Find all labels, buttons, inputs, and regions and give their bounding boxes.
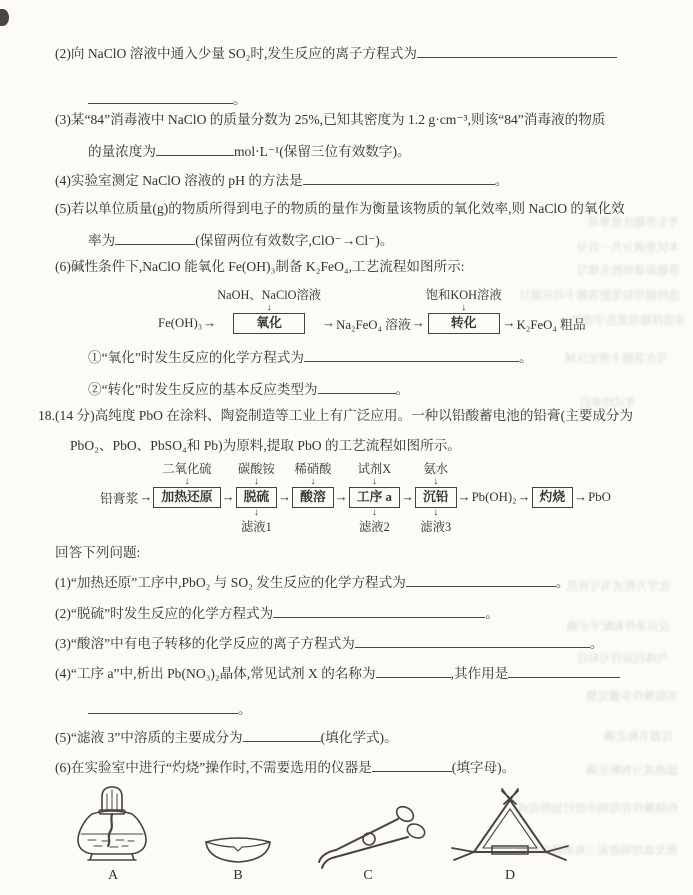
answer-blank <box>318 380 396 394</box>
bleed-through-text: 化学方程式书写规范 <box>566 581 670 593</box>
text-segment: (3)“酸溶”中有电子转移的化学反应的离子方程式为 <box>55 635 355 651</box>
arrow-right-icon: → <box>574 489 588 504</box>
equipment-option-label-alcohol-lamp: A <box>107 868 119 883</box>
flow-step-box: 工序 a <box>349 487 400 508</box>
flow-item <box>415 456 457 538</box>
bleed-through-text: 写在答题卡规定区域 <box>564 353 668 365</box>
equipment-option-label-evaporating-dish: B <box>233 868 243 883</box>
arrow-down-icon: ↓ <box>184 476 190 487</box>
answer-blank <box>355 634 590 648</box>
flow-substance-label: PbO <box>588 489 611 504</box>
flow-item <box>334 456 349 538</box>
flow-item <box>588 456 611 538</box>
flow-item <box>336 282 411 334</box>
clay-triangle-figure <box>448 786 572 874</box>
text-segment: ①“氧化”时发生反应的化学方程式为 <box>88 349 304 365</box>
flow-substance-label: Na₂FeO₄ 溶液 <box>336 317 411 332</box>
arrow-down-icon: ↓ <box>433 507 439 518</box>
text-line <box>55 545 140 562</box>
text-segment: (5)若以单位质量(g)的物质所得到电子的物质的量作为衡量该物质的氧化效率,则 NaClO 的氧化效 <box>55 201 625 216</box>
flow-item <box>292 456 334 538</box>
arrow-down-icon: ↓ <box>253 476 259 487</box>
flow-input-zone <box>238 456 275 486</box>
flow-item <box>158 282 202 334</box>
flow-input-zone <box>423 456 448 486</box>
text-segment: 。 <box>238 701 252 717</box>
flow-item <box>202 282 217 334</box>
arrow-down-icon: ↓ <box>433 476 439 487</box>
bleed-through-text: 非选择题用黑色字迹笔 <box>571 315 686 327</box>
flow-step-box: 加热还原 <box>153 487 220 508</box>
text-segment: ,其作用是 <box>450 665 509 681</box>
text-line <box>88 90 247 109</box>
flow-item <box>349 456 400 538</box>
arrow-right-icon: → <box>411 315 425 330</box>
text-segment: (4)“工序 a”中,析出 Pb(NO₃)₂晶体,常见试剂 X 的名称为 <box>55 665 376 681</box>
bleed-through-text: 考试结束后 <box>579 397 637 409</box>
crucible-tongs-figure <box>312 798 432 873</box>
answer-blank <box>304 348 519 362</box>
arrow-right-icon: → <box>517 489 531 504</box>
flow-substance-label: K₂FeO₄ 粗品 <box>516 317 586 332</box>
text-segment: (6)在实验室中进行“灼烧”操作时,不需要选用的仪器是 <box>55 759 372 775</box>
text-line <box>55 634 603 653</box>
text-segment: 的量浓度为 <box>88 143 156 159</box>
flow-input-zone <box>217 282 321 312</box>
text-line <box>88 142 411 161</box>
alcohol-lamp-icon <box>58 784 168 866</box>
bleed-through-text: 仪器名称正确 <box>604 731 673 743</box>
text-segment: 率为 <box>88 232 116 248</box>
text-segment: mol·L⁻¹(保留三位有效数字)。 <box>233 143 411 159</box>
arrow-right-icon: → <box>322 315 336 330</box>
text-segment: 。 <box>555 574 570 590</box>
flow-item <box>138 456 153 538</box>
text-segment: ②“转化”时发生反应的基本反应类型为 <box>88 381 318 397</box>
bleed-through-text: 考生答题注意事项 <box>588 217 680 229</box>
flow-step <box>233 312 305 334</box>
flow-item <box>217 282 321 334</box>
text-line <box>55 44 617 63</box>
flow-step-box: 脱硫 <box>236 487 278 508</box>
text-line <box>55 171 508 190</box>
flow-output-zone <box>420 508 451 538</box>
flow-item <box>236 456 278 538</box>
flow-step <box>349 486 400 508</box>
text-segment: (填字母)。 <box>451 759 516 775</box>
flow-item <box>517 456 532 538</box>
bleed-through-text: 蒸发皿坩埚钳泥三角酒精灯使用 <box>517 845 678 857</box>
text-segment: (2)“脱硫”时发生反应的化学方程式为 <box>55 605 274 621</box>
equipment-option-label-clay-triangle: D <box>504 868 516 883</box>
flow-input-zone <box>162 456 211 486</box>
answer-blank <box>303 171 495 185</box>
arrow-down-icon: ↓ <box>371 476 377 487</box>
flow-item <box>221 456 236 538</box>
flow-substance-label: Pb(OH)₂ <box>471 489 517 504</box>
text-line <box>38 408 633 425</box>
flow-substance-label: Fe(OH)₃ <box>158 315 203 330</box>
flow-input-label: 稀硝酸 <box>294 462 332 476</box>
flow-step-box: 沉铅 <box>415 487 457 508</box>
text-segment: (3)某“84”消毒液中 NaClO 的质量分数为 25%,已知其密度为 1.2 g·cm⁻³,则该“84”消毒液的物质 <box>55 112 606 127</box>
text-line <box>55 573 569 592</box>
text-segment: 。 <box>518 349 533 365</box>
arrow-right-icon: → <box>278 489 292 504</box>
bleed-through-text: 反应条件和配平正确 <box>566 621 670 633</box>
pbo-process-flow-diagram <box>100 456 611 538</box>
bleed-through-text: 答题前请将姓名填写 <box>576 265 680 277</box>
answer-blank <box>156 142 234 156</box>
text-line <box>55 604 499 623</box>
text-line <box>70 438 461 455</box>
flow-input-label: NaOH、NaClO溶液 <box>217 288 322 302</box>
flow-item <box>100 456 138 538</box>
flow-input-label: 试剂X <box>357 462 392 476</box>
text-segment: 。 <box>233 91 247 107</box>
text-segment: PbO₂、PbO、PbSO₄和 Pb)为原料,提取 PbO 的工艺流程如图所示。 <box>70 438 461 453</box>
text-segment: 。 <box>485 605 499 621</box>
arrow-right-icon: → <box>221 489 235 504</box>
flow-input-zone <box>426 282 502 312</box>
flow-step-box: 转化 <box>428 313 500 334</box>
flow-output-label: 滤液1 <box>241 520 272 534</box>
flow-input-label: 饱和KOH溶液 <box>425 288 502 302</box>
flow-item <box>400 456 415 538</box>
text-segment: (6)碱性条件下,NaClO 能氧化 Fe(OH)₃制备 K₂FeO₄,工艺流程如图所示: <box>55 259 465 274</box>
bleed-through-text: 灼烧操作在坩埚中进行加热完成 <box>517 803 678 815</box>
flow-output-zone <box>241 508 272 538</box>
arrow-down-icon: ↓ <box>266 302 272 313</box>
flow-input-label: 二氧化硫 <box>162 462 212 476</box>
text-line <box>88 348 533 367</box>
answer-blank <box>372 758 452 772</box>
ferrate-process-flow-diagram <box>158 282 586 334</box>
text-segment: (2)向 NaClO 溶液中通入少量 SO₂时,发生反应的离子方程式为 <box>55 45 417 61</box>
answer-blank <box>273 604 485 618</box>
arrow-right-icon: → <box>139 489 153 504</box>
flow-item <box>277 456 292 538</box>
flow-substance-label: 铅膏浆 <box>100 491 139 506</box>
flow-input-label: 碳酸铵 <box>237 462 275 476</box>
text-line <box>55 112 605 129</box>
text-segment: 18.(14 分)高纯度 PbO 在涂料、陶瓷制造等工业上有广泛应用。一种以铅酸蓄电池的铅膏(主要成分为 <box>38 408 634 423</box>
answer-blank <box>406 573 556 587</box>
text-segment: 回答下列问题: <box>55 545 141 560</box>
flow-input-zone <box>295 456 332 486</box>
flow-item <box>502 282 517 334</box>
bleed-through-text: 选择题用铅笔把答题卡对应题目 <box>519 290 680 302</box>
flow-output-label: 滤液3 <box>420 520 452 534</box>
arrow-right-icon: → <box>502 315 516 330</box>
arrow-right-icon: → <box>334 489 348 504</box>
flow-input-zone <box>358 456 391 486</box>
text-segment: (填化学式)。 <box>320 729 398 745</box>
flow-step <box>428 312 500 334</box>
flow-item <box>532 456 574 538</box>
bleed-through-text: 本试卷满分共一百分 <box>576 242 680 254</box>
answer-blank <box>88 90 233 104</box>
arrow-down-icon: ↓ <box>371 507 377 518</box>
arrow-down-icon: ↓ <box>461 302 467 313</box>
text-segment: (5)“滤液 3”中溶质的主要成分为 <box>55 729 243 745</box>
alcohol-lamp-figure <box>58 784 168 866</box>
scan-artifact <box>0 9 9 26</box>
text-segment: 。 <box>395 381 410 397</box>
answer-blank <box>88 700 238 714</box>
text-line <box>55 259 465 276</box>
flow-item <box>426 282 502 334</box>
flow-item <box>153 456 220 538</box>
text-segment: 。 <box>589 635 604 651</box>
flow-step <box>236 486 278 508</box>
flow-step <box>532 486 574 508</box>
text-line <box>55 728 398 747</box>
text-line <box>55 664 620 683</box>
clay-triangle-icon <box>448 786 572 874</box>
arrow-right-icon: → <box>203 315 217 330</box>
text-line <box>88 380 409 399</box>
text-line <box>88 700 252 719</box>
text-segment: (保留两位有效数字,ClO⁻→Cl⁻)。 <box>195 232 394 248</box>
flow-item <box>411 282 426 334</box>
flow-step-box: 氧化 <box>233 313 305 334</box>
flow-item <box>472 456 517 538</box>
flow-output-label: 滤液2 <box>358 520 390 534</box>
text-segment: (1)“加热还原”工序中,PbO₂ 与 SO₂ 发生反应的化学方程式为 <box>55 574 406 590</box>
answer-blank <box>376 664 451 678</box>
evaporating-dish-figure <box>202 830 274 868</box>
text-segment: (4)实验室测定 NaClO 溶液的 pH 的方法是 <box>55 172 303 188</box>
arrow-down-icon: ↓ <box>253 507 259 518</box>
bleed-through-text: 实验操作步骤完整 <box>586 691 678 703</box>
flow-item <box>457 456 472 538</box>
evaporating-dish-icon <box>202 830 274 868</box>
text-line <box>55 758 515 777</box>
flow-step-box: 灼烧 <box>532 487 574 508</box>
answer-blank <box>508 664 620 678</box>
flow-output-zone <box>359 508 390 538</box>
crucible-tongs-icon <box>312 798 432 873</box>
flow-step <box>415 486 457 508</box>
flow-item <box>321 282 336 334</box>
flow-item <box>573 456 588 538</box>
answer-blank <box>243 728 321 742</box>
flow-step <box>153 486 220 508</box>
text-line <box>88 231 393 250</box>
text-segment: 。 <box>494 172 509 188</box>
flow-step <box>292 486 334 508</box>
bleed-through-text: 气体沉淀符号标注 <box>576 653 668 665</box>
arrow-down-icon: ↓ <box>310 476 316 487</box>
flow-item <box>517 282 586 334</box>
flow-input-label: 氨水 <box>423 462 449 476</box>
arrow-right-icon: → <box>400 489 414 504</box>
text-line <box>55 201 625 218</box>
bleed-through-text: 滤液成分判断正确 <box>586 765 678 777</box>
answer-blank <box>115 231 195 245</box>
arrow-right-icon: → <box>457 489 471 504</box>
flow-step-box: 酸溶 <box>292 487 334 508</box>
answer-blank <box>417 44 617 58</box>
equipment-option-label-crucible-tongs: C <box>363 868 373 883</box>
